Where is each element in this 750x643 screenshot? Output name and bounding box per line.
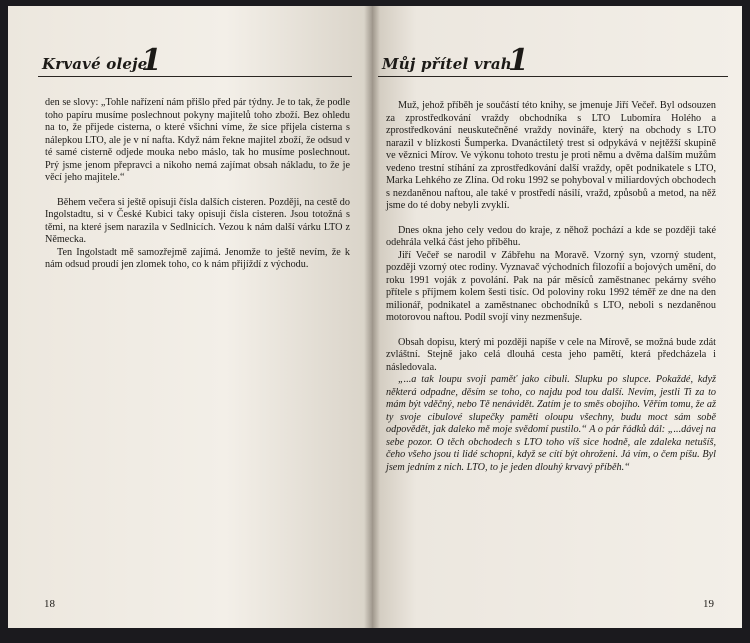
body-text — [386, 100, 716, 474]
chapter-number: 1 — [141, 43, 162, 78]
book-spine — [364, 6, 380, 628]
chapter-title: Krvavé oleje — [42, 55, 148, 73]
paragraph: Muž, jehož příběh je součástí této knihy, se jmenuje Jiří Večeř. Byl odsouzen za zprostředkování vraždy obchodníka s LTO Lubomíra Holého a zprostředkování neuskutečněné vraždy novináře, který na obchody s LTO narazil v blízkosti Šumperka. Dvanáctiletý trest si odpykává v nejtěžší skupině ve věznici Mírov. Ve výkonu tohoto trestu je proti němu a dvěma dalším mužům vedeno trestní stíhání za zprostředkování další vraždy, opět podnikatele s LTO, Marka Lehkého ze Zlína. Od roku 1992 se pohyboval v miliardových obchodech s nezdaněnou naftou, ale také v prostředí násilí, vražd, způsobů a metod, na něž jsme do té doby nebyli zvyklí. — [386, 100, 716, 211]
page-number: 18 — [44, 598, 55, 610]
left-page — [8, 6, 372, 628]
paragraph: Jiří Večeř se narodil v Zábřehu na Moravě. Vzorný syn, vzorný student, později vzorný otec rodiny. Vyznavač východních filozofií a bojových umění, do roku 1991 voják z povolání. Pak na pár měsíců zaměstnanec pekárny svého přítele s příjmem kolem šesti tisíc. Od poloviny roku 1992 téměř ze dne na den milionář, podnikatel a zaměstnanec obchodníků s LTO, neboli s nezdaněnou motorovou naftou. Podíl svojí viny nezmenšuje. — [386, 249, 716, 323]
chapter-title: Můj přítel vrah — [382, 55, 512, 73]
right-page — [372, 6, 742, 628]
paragraph: Dnes okna jeho cely vedou do kraje, z něhož pochází a kde se později také odehrála velká část jeho příběhu. — [386, 224, 716, 248]
running-header — [38, 42, 352, 77]
chapter-number: 1 — [508, 43, 529, 78]
body-text — [45, 97, 350, 272]
paragraph: Během večera si ještě opisuji čísla dalších cisteren. Později, na cestě do Ingolstadtu, si v České Kubici taky opisuji čísla cisteren. Jsou totožná s těmi, na které jsem narazila v Sedlnicích. Vezou k nám další várku LTO z Německa. — [45, 196, 350, 245]
paragraph: Ten Ingolstadt mě samozřejmě zajímá. Jenomže to ještě nevím, že k nám odsud proudí jen zlomek toho, co k nám přijíždí z východu. — [45, 246, 350, 270]
paragraph: den se slovy: „Tohle nařízení nám přišlo před pár týdny. Je to tak, že podle toho papíru musíme poslechnout pokyny majitelů toho zboží. Bez ohledu na to, že přijede cisterna, o které všichni víme, že sice přijela cisterna s nálepkou LTO, ale je v ní nafta. Když nám řekne majitel zboží, že odsud v té samé cisterně odjede mouka nebo máslo, tak ho musíme poslechnout. Prý jsme jenom přepravci a nikoho nemá zajímat obsah nákladu, to že je věcí jeho majitele.“ — [45, 97, 350, 183]
page-number: 19 — [703, 598, 714, 610]
running-header — [378, 42, 728, 77]
quoted-letter: „...a tak loupu svoji paměť jako cibuli. Slupku po slupce. Pokaždé, když některá odpadne, děsím se toho, co najdu pod tou další. Nevím, jestli Ti za to mám být vděčný, nebo Tě nenávidět. Zatím je to směs obojího. Věřím tomu, že až ty svoje cibulové slupečky paměti oloupu všechny, budu moct sám sobě odpovědět, jak daleko mě moje svědomí pustilo.“ A o pár řádků dál: „...dávej na sebe pozor. O těch obchodech s LTO toho víš sice hodně, ale zdaleka netušíš, čeho všeho jsou ti lidé schopni, když se cítí být ohroženi. Já vím, o čem píšu. Byl jsem jedním z nich. LTO, to je jeden dlouhý krvavý příběh.“ — [386, 374, 716, 473]
paragraph: Obsah dopisu, který mi později napíše v cele na Mírově, se možná bude zdát zvláštní. Stejně jako celá dlouhá cesta jeho pamětí, která předcházela i následovala. — [386, 336, 716, 373]
